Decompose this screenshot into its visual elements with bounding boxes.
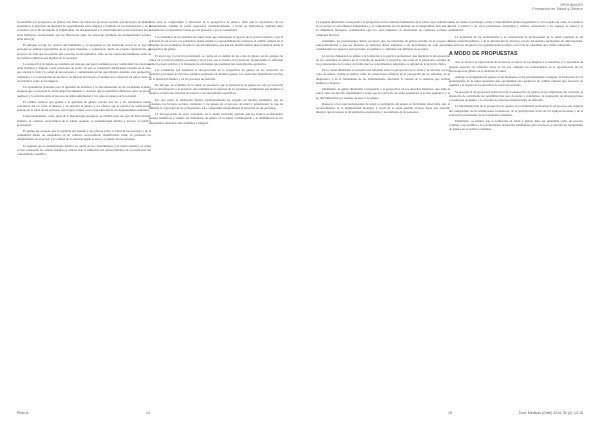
running-header bbox=[532, 3, 583, 11]
paragraph: Las evidencias que sustentan la incorporación de la perspectiva de género en los currículos de medicina provienen de diversos estudios realizados en distintos países, los cuales han identificado brechas en la formación médica y en los procesos de atención. bbox=[149, 68, 283, 81]
paragraph: La perspectiva de género se considera un enfoque que aporta elementos para comprender las relaciones entre hombres y mujeres como relaciones de poder, en que se construyen distinciones basadas en el sexo que afectan la vida y la salud de las personas y comunidades en las que habitan. Además, esta perspectiva contribuye a la construcción de un marco de diferenciación para el análisis de la situación de salud, tanto de los hombres como de las mujeres. bbox=[17, 61, 151, 83]
paragraph: Por otra parte, la formación médica tradicionalmente ha seguido un modelo biomédico que no considera los factores sociales, culturales y de género en el proceso de salud y enfermedad, lo que ha limitado la capacidad de los profesionales para comprender integralmente la situación de sus pacientes. bbox=[149, 97, 283, 110]
paragraph: Un aprendizaje profundo para la igualdad de derechos y la discriminación en las sociedades actuales requiere que el personal de salud tenga herramientas y recursos que le permitan reflexionar sobre su propio quehacer y la relación entre el proceso de salud-enfermedad y los roles de género en la sociedad. bbox=[17, 85, 151, 98]
right-page bbox=[300, 0, 600, 421]
paragraph: Los elementos de los sistemas de salud, dado que constituyen el espacio de la práctica médica y son la principal vía de acceso a la población, deben asumir la responsabilidad de promover el cambio cultural en el abordaje de los problemas de salud y sus determinantes, que han ido modificándose históricamente desde la perspectiva de género. bbox=[149, 34, 284, 52]
paragraph: El enfoque recoge los aportes del feminismo y su propuesta es un desarrollo social en el que las personas se sientan responsables de su propio bienestar, y construyan, desde sus propias experiencias, un proyecto de vida que les permita una posición social equitativa, tanto en sus relaciones familiares como en las políticas públicas que diseñan en la sociedad. bbox=[17, 43, 151, 60]
paragraph: Finalmente, la quinta dimensión corresponde a la perspectiva de los derechos humanos, que sitúa la salud como un derecho fundamental y exige que los servicios de salud garanticen el acceso equitativo y la no discriminación por razones de sexo o de género. bbox=[316, 87, 450, 100]
paragraph: tiene en cuenta el privilegio, poder y masculinidad médica hegemónica y en los pelos de como se considera social y político a las otras profesiones, disciplinas y saberes, relacionado a los equipos de salud y la comunidad. bbox=[449, 20, 583, 33]
paragraph: El segundo eje, la epistemología médica, se centra en los conocimientos y la ciencia médica, en cómo se han construido los saberes médicos y cuál ha sido la influencia del androcentrismo en la producción del conocimiento científico. bbox=[17, 143, 151, 157]
left-page-column-2 bbox=[149, 20, 283, 127]
paragraph: clave para la comprensión y aplicación de la perspectiva de género, dado que la experiencia de las desigualdades, además de poder expresarse cuantitativamente, a través de indicadores, también debe considerarse la experiencia vivida por las personas y por la comunidad. bbox=[149, 20, 283, 33]
paragraph: La incorporación de estos contenidos en la malla curricular permite que los futuros profesionales puedan identificar y atender las diferencias de género en la salud, contribuyendo a la disminución de las inequidades existentes entre hombres y mujeres. bbox=[149, 112, 283, 125]
paragraph: Consecuentemente, como parte de la metodología propuesta, se identificaron tres ejes de intervención: primero, el contexto sociocultural de la salud; segundo, la epistemología médica y tercero, la práctica profesional. bbox=[17, 114, 151, 127]
paragraph: Se propone la incorporación transversal de la perspectiva de género en las asignaturas del currículo, el desarrollo de actividades de sensibilización para docentes y estudiantes, la promoción de investigaciones con enfoque de género y la creación de espacios institucionales de reflexión. bbox=[449, 89, 583, 103]
header-subtitle: Formación en Salud y Género bbox=[532, 7, 583, 12]
paragraph: El cambio cultural que apunta a la igualdad de género precisa que los y las estudiantes tomen conciencia del rol sobre sí mismos y en relación al género y los efectos que la práctica de salud podría generar en la salud de las personas, para lograr romper con la reproducción de las desigualdades existentes. bbox=[17, 99, 151, 113]
paragraph: Respecto a los roles profesionales de salud, la pertinencia del género es fácilmente observable. Así, el reconocimiento de la multiplicidad biológica y social de la salud permite avanzar hacia una atención integral, que incorpore la diversidad de experiencias y necesidades de las personas. bbox=[316, 101, 450, 115]
paragraph: Se entiende por perspectiva de género una forma de mirar los procesos sociales que incorpora de manera sistemática el principio de igualdad de oportunidades entre mujeres y hombres en las instituciones y en la sociedad, con el fin de impedir la subjetividad, las desigualdades y la discriminación en las relaciones de los seres humanos, reconociendo que las diferencias entre los sexos no justifican las desigualdades sociales entre ellos (2). bbox=[17, 20, 151, 41]
page-number: 15 bbox=[448, 411, 452, 415]
footer-journal: Conf. Medicas (Chile) 2014; 30 (2): 13-16 bbox=[518, 411, 583, 415]
paragraph: Aunque la desigualdad de género es un fenómeno social profundamente arraigado, la formación de los profesionales de la salud representa una oportunidad para promover un cambio cultural que favorezca la equidad y el respeto de los derechos de todas las personas. bbox=[449, 74, 583, 88]
paragraph: La implementación de la perspectiva de género en la formación profesional es un proceso que requiere del compromiso de las instituciones formadoras, de la participación activa de los equipos docentes y de la evaluación permanente de los resultados obtenidos. bbox=[449, 104, 583, 117]
paragraph: Asimismo, los profesionales deben reconocer que las relaciones de género inciden en el proceso de salud-enfermedad y que los modelos de atención deben adaptarse a las necesidades de cada persona, considerando los aspectos psicosociales, económicos y culturales que influyen en su salud. bbox=[316, 38, 450, 52]
paragraph: La formación de los profesionales y la construcción de profesionales de la salud requieren de un trabajo interdisciplinario y de la articulación de diversos actores del sistema, incluyendo las universidades, los servicios de salud y las organizaciones sociales, con el fin de consolidar una visión compartida. bbox=[449, 34, 583, 48]
paragraph: La segunda dimensión corresponde a la perspectiva en los cuidados humanistas de la salud, cuya realidad es el rol social, el conocimiento humanístico y la comprensión del ser humano en su integralidad, más allá de su dimensión biológica, considerando que los seres humanos se desarrollan en contextos sociales y culturales diversos. bbox=[316, 20, 450, 37]
paragraph: El tercer eje, la práctica profesional, se centra en el análisis de los roles de género en los equipos de salud, en la relación médico-paciente y en el trato que se brinda en la atención, promoviendo la reflexión sobre la propia práctica y la búsqueda de estrategias que permitan una atención más equitativa. bbox=[149, 53, 283, 66]
paragraph: En la cuarta dimensión se presenta una reflexión sobre la perspectiva de la salud y su relación con los roles de género, donde se analiza cómo los estereotipos influyen en la percepción de los síntomas, en el diagnóstico y en el tratamiento de las enfermedades, afectando la calidad de la atención que reciben hombres y mujeres. bbox=[316, 68, 450, 85]
right-page-column-2 bbox=[449, 20, 583, 134]
paragraph: El primer eje propone que la totalidad del sistema y sus efectos sobre la salud de las personas y de la comunidad deben ser entendidos en su contexto sociocultural, identificando cómo se producen las desigualdades en el acceso y la calidad de la atención según el sexo y el género de las personas. bbox=[17, 129, 151, 142]
paragraph: La tercera dimensión se refiere a la formación y la práctica profesional, que implican la incorporación de los contenidos de género en el currículo de pregrado y postgrado, así como en la educación continua de los profesionales de la salud, de forma que los conocimientos adquiridos se reflejen en la práctica clínica. bbox=[316, 53, 450, 66]
right-page-column-1 bbox=[316, 20, 450, 116]
paragraph: Finalmente, se plantea que la formación en salud y género debe ser entendida como un proceso continuo, que permita a los profesionales desarrollar habilidades para reconocer y abordar las inequidades de género en su práctica cotidiana. bbox=[449, 118, 583, 132]
footer-author: Pinto A. bbox=[17, 411, 30, 415]
header-section: ORIGINALES bbox=[560, 3, 583, 7]
left-page-column-1 bbox=[17, 20, 151, 158]
paragraph: Así, se destaca la importancia de reconocer el aporte de las mujeres a la medicina y la necesidad de generar espacios de reflexión sobre el rol que cumplen los profesionales en la reproducción de los estereotipos de género en la atención de salud. bbox=[449, 60, 583, 73]
paragraph: De ahí que, en el ámbito de la salud, se reconozca que la perspectiva de género no solo es necesaria para la investigación y la docencia, sino también en la atención de los pacientes, permitiendo que hombres y mujeres reciban una atención de acuerdo a sus necesidades específicas. bbox=[149, 82, 283, 96]
section-title: A MODO DE PROPUESTAS bbox=[449, 51, 518, 58]
page-number: 14 bbox=[146, 411, 150, 415]
